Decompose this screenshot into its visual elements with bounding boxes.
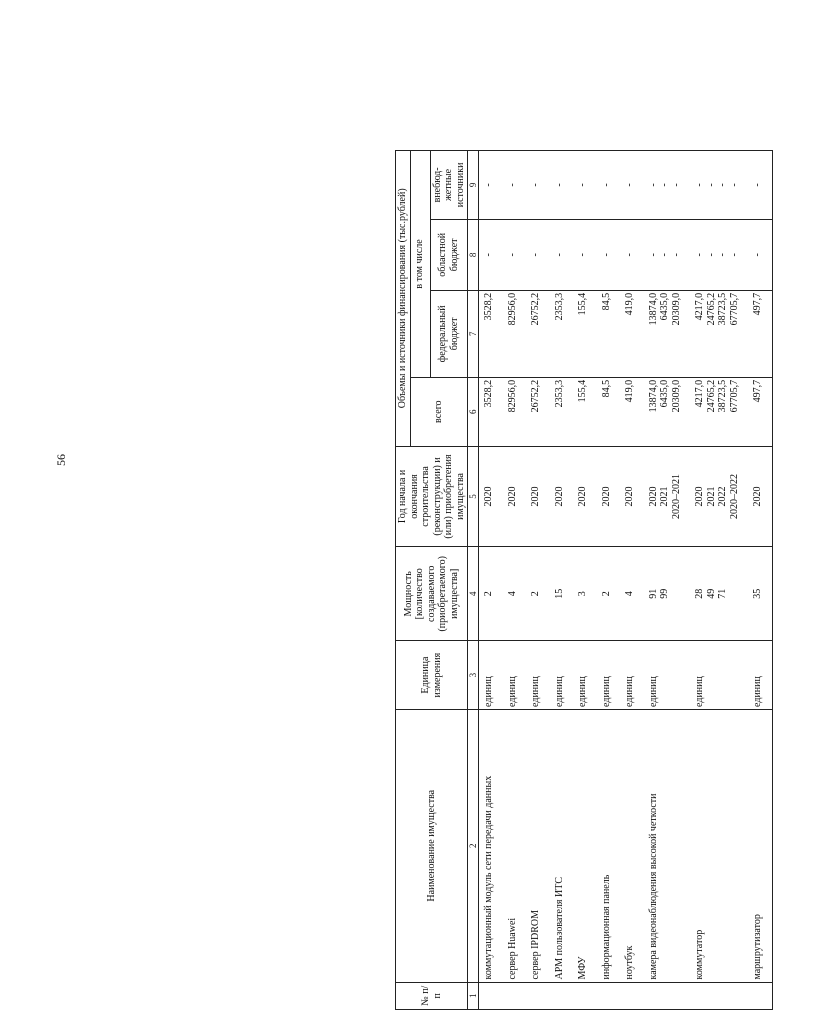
total-value: 6435,0 <box>659 379 671 408</box>
total-value: 497,7 <box>752 379 764 403</box>
extrabudget-value: - <box>483 183 495 187</box>
regional-value: - <box>717 253 729 257</box>
column-number: 1 <box>468 982 479 1009</box>
federal-value: 4217,0 <box>694 292 706 321</box>
column-number: 9 <box>468 151 479 220</box>
federal-value: 419,0 <box>624 292 636 316</box>
row-number-cell <box>479 982 503 1009</box>
extrabudget-value: - <box>506 183 518 187</box>
federal-cell <box>620 290 644 377</box>
capacity-value: 2 <box>530 591 542 597</box>
unit-cell: единиц <box>503 641 527 710</box>
federal-cell <box>690 290 748 377</box>
federal-value: 13874,0 <box>647 292 659 326</box>
table-row <box>748 151 772 1010</box>
capacity-value: 71 <box>717 588 729 599</box>
header-total: всего <box>410 377 468 446</box>
capacity-value: 15 <box>553 588 565 599</box>
property-name: коммутационный модуль сети передачи данных <box>479 709 503 982</box>
regional-cell <box>479 219 503 290</box>
federal-value: 38723,5 <box>717 292 729 326</box>
header-years: Год начала и окончания строительства (реконструкции) и (или) приобретения имущества <box>396 446 468 547</box>
federal-value: 6435,0 <box>659 292 671 321</box>
federal-value: 20309,0 <box>670 292 682 326</box>
capacity-cell <box>550 547 574 641</box>
property-name: сервер IPDROM <box>526 709 550 982</box>
year-cell <box>503 446 527 547</box>
table-row <box>479 151 503 1010</box>
unit-cell: единиц <box>690 641 748 710</box>
capacity-value: 2 <box>483 591 495 597</box>
table-body <box>479 151 773 1010</box>
capacity-cell <box>479 547 503 641</box>
regional-cell <box>748 219 772 290</box>
header-name: Наименование имущества <box>396 709 468 982</box>
federal-value: 82956,0 <box>506 292 518 326</box>
property-name: информационная панель <box>597 709 621 982</box>
year-value: 2020 <box>647 486 659 507</box>
extrabudget-value: - <box>752 183 764 187</box>
capacity-value: 3 <box>577 591 589 597</box>
column-number-row <box>468 151 479 1010</box>
year-cell <box>748 446 772 547</box>
federal-value: 26752,2 <box>530 292 542 326</box>
federal-value: 84,5 <box>600 292 612 311</box>
extrabudget-cell <box>620 151 644 220</box>
capacity-value: 4 <box>506 591 518 597</box>
total-value: 26752,2 <box>530 379 542 413</box>
extrabudget-cell <box>550 151 574 220</box>
table-row <box>644 151 691 1010</box>
year-value: 2022 <box>717 486 729 507</box>
total-cell <box>526 377 550 446</box>
total-cell <box>597 377 621 446</box>
column-number: 3 <box>468 641 479 710</box>
total-cell <box>690 377 748 446</box>
row-number-cell <box>503 982 527 1009</box>
total-value: 2353,3 <box>553 379 565 408</box>
year-value: 2020 <box>624 486 636 507</box>
extrabudget-value: - <box>705 183 717 187</box>
federal-value: 67705,7 <box>728 292 740 326</box>
regional-value: - <box>705 253 717 257</box>
year-value: 2020–2022 <box>728 473 740 519</box>
year-cell <box>526 446 550 547</box>
total-value: 13874,0 <box>647 379 659 413</box>
total-value: 3528,2 <box>483 379 495 408</box>
unit-cell: единиц <box>479 641 503 710</box>
extrabudget-cell <box>644 151 691 220</box>
property-name: коммутатор <box>690 709 748 982</box>
table-row <box>526 151 550 1010</box>
header-extrabudget: внебюд-жетные источники <box>430 151 468 220</box>
capacity-value: 4 <box>624 591 636 597</box>
capacity-cell <box>620 547 644 641</box>
extrabudget-value: - <box>647 183 659 187</box>
total-value: 84,5 <box>600 379 612 398</box>
regional-cell <box>597 219 621 290</box>
federal-cell <box>526 290 550 377</box>
table-row <box>573 151 597 1010</box>
total-value: 24765,2 <box>705 379 717 413</box>
total-value: 38723,5 <box>717 379 729 413</box>
header-number: № п/п <box>396 982 468 1009</box>
year-value: 2021 <box>659 486 671 507</box>
row-number-cell <box>550 982 574 1009</box>
year-value: 2020 <box>530 486 542 507</box>
row-number-cell <box>748 982 772 1009</box>
year-cell <box>550 446 574 547</box>
regional-value: - <box>659 253 671 257</box>
capacity-cell <box>644 547 691 641</box>
total-cell <box>503 377 527 446</box>
row-number-cell <box>526 982 550 1009</box>
unit-cell: единиц <box>573 641 597 710</box>
year-cell <box>479 446 503 547</box>
total-value: 419,0 <box>624 379 636 403</box>
total-cell <box>573 377 597 446</box>
year-cell <box>573 446 597 547</box>
rotated-table-wrapper <box>395 150 835 1010</box>
header-capacity: Мощность [количество создаваемого (приобретаемого) имущества] <box>396 547 468 641</box>
column-number: 8 <box>468 219 479 290</box>
header-financing: Объемы и источники финансирования (тыс.рублей) <box>396 151 411 447</box>
property-name: маршрутизатор <box>748 709 772 982</box>
regional-value: - <box>506 253 518 257</box>
unit-cell: единиц <box>597 641 621 710</box>
row-number-cell <box>644 982 691 1009</box>
capacity-value: 2 <box>600 591 612 597</box>
column-number: 5 <box>468 446 479 547</box>
capacity-value: 28 <box>694 588 706 599</box>
page-number: 56 <box>54 454 68 466</box>
regional-value: - <box>624 253 636 257</box>
table-row <box>550 151 574 1010</box>
federal-cell <box>503 290 527 377</box>
property-name: МФУ <box>573 709 597 982</box>
property-name: АРМ пользователя ИТС <box>550 709 574 982</box>
regional-value: - <box>600 253 612 257</box>
year-cell <box>644 446 691 547</box>
capacity-cell <box>503 547 527 641</box>
total-cell <box>479 377 503 446</box>
extrabudget-value: - <box>577 183 589 187</box>
federal-cell <box>748 290 772 377</box>
regional-value: - <box>728 253 740 257</box>
column-number: 7 <box>468 290 479 377</box>
federal-value: 24765,2 <box>705 292 717 326</box>
regional-value: - <box>694 253 706 257</box>
year-value: 2020 <box>600 486 612 507</box>
property-name: сервер Huawei <box>503 709 527 982</box>
capacity-cell <box>748 547 772 641</box>
regional-cell <box>620 219 644 290</box>
capacity-value: 99 <box>659 588 671 599</box>
total-cell <box>748 377 772 446</box>
federal-cell <box>479 290 503 377</box>
extrabudget-value: - <box>728 183 740 187</box>
federal-cell <box>644 290 691 377</box>
extrabudget-value: - <box>553 183 565 187</box>
federal-value: 3528,2 <box>483 292 495 321</box>
regional-value: - <box>752 253 764 257</box>
regional-value: - <box>647 253 659 257</box>
column-number: 2 <box>468 709 479 982</box>
regional-value: - <box>483 253 495 257</box>
table-row <box>597 151 621 1010</box>
regional-cell <box>644 219 691 290</box>
capacity-cell <box>690 547 748 641</box>
regional-cell <box>550 219 574 290</box>
capacity-cell <box>573 547 597 641</box>
unit-cell: единиц <box>748 641 772 710</box>
row-number-cell <box>690 982 748 1009</box>
capacity-cell <box>526 547 550 641</box>
year-cell <box>597 446 621 547</box>
property-table <box>395 150 773 1010</box>
property-name: камера видеонаблюдения высокой четкости <box>644 709 691 982</box>
extrabudget-cell <box>479 151 503 220</box>
extrabudget-value: - <box>717 183 729 187</box>
year-value: 2020 <box>506 486 518 507</box>
header-federal: федеральный бюджет <box>430 290 468 377</box>
extrabudget-cell <box>526 151 550 220</box>
extrabudget-cell <box>597 151 621 220</box>
regional-value: - <box>553 253 565 257</box>
total-value: 20309,0 <box>670 379 682 413</box>
extrabudget-cell <box>503 151 527 220</box>
year-cell <box>620 446 644 547</box>
year-cell <box>690 446 748 547</box>
regional-cell <box>573 219 597 290</box>
regional-cell <box>526 219 550 290</box>
unit-cell: единиц <box>550 641 574 710</box>
header-regional: областной бюджет <box>430 219 468 290</box>
table-row <box>620 151 644 1010</box>
regional-value: - <box>577 253 589 257</box>
extrabudget-cell <box>690 151 748 220</box>
total-cell <box>620 377 644 446</box>
year-value: 2021 <box>705 486 717 507</box>
regional-value: - <box>670 253 682 257</box>
extrabudget-cell <box>748 151 772 220</box>
total-cell <box>644 377 691 446</box>
extrabudget-value: - <box>659 183 671 187</box>
year-value: 2020 <box>577 486 589 507</box>
regional-cell <box>690 219 748 290</box>
federal-value: 155,4 <box>577 292 589 316</box>
row-number-cell <box>620 982 644 1009</box>
extrabudget-value: - <box>600 183 612 187</box>
column-number: 4 <box>468 547 479 641</box>
extrabudget-value: - <box>530 183 542 187</box>
capacity-value: 91 <box>647 588 659 599</box>
extrabudget-value: - <box>624 183 636 187</box>
extrabudget-value: - <box>670 183 682 187</box>
year-value: 2020 <box>694 486 706 507</box>
federal-cell <box>550 290 574 377</box>
extrabudget-cell <box>573 151 597 220</box>
year-value: 2020–2021 <box>670 473 682 519</box>
total-cell <box>550 377 574 446</box>
total-value: 67705,7 <box>728 379 740 413</box>
total-value: 82956,0 <box>506 379 518 413</box>
table-row <box>503 151 527 1010</box>
year-value: 2020 <box>483 486 495 507</box>
table-row <box>690 151 748 1010</box>
year-value: 2020 <box>553 486 565 507</box>
unit-cell: единиц <box>526 641 550 710</box>
unit-cell: единиц <box>620 641 644 710</box>
federal-cell <box>573 290 597 377</box>
row-number-cell <box>597 982 621 1009</box>
federal-value: 2353,3 <box>553 292 565 321</box>
header-unit: Единица измерения <box>396 641 468 710</box>
total-value: 155,4 <box>577 379 589 403</box>
unit-cell: единиц <box>644 641 691 710</box>
federal-cell <box>597 290 621 377</box>
federal-value: 497,7 <box>752 292 764 316</box>
year-value: 2020 <box>752 486 764 507</box>
total-value: 4217,0 <box>694 379 706 408</box>
extrabudget-value: - <box>694 183 706 187</box>
header-including: в том числе <box>410 151 430 378</box>
column-number: 6 <box>468 377 479 446</box>
capacity-value: 49 <box>705 588 717 599</box>
regional-cell <box>503 219 527 290</box>
property-name: ноутбук <box>620 709 644 982</box>
capacity-value: 35 <box>752 588 764 599</box>
row-number-cell <box>573 982 597 1009</box>
regional-value: - <box>530 253 542 257</box>
capacity-cell <box>597 547 621 641</box>
